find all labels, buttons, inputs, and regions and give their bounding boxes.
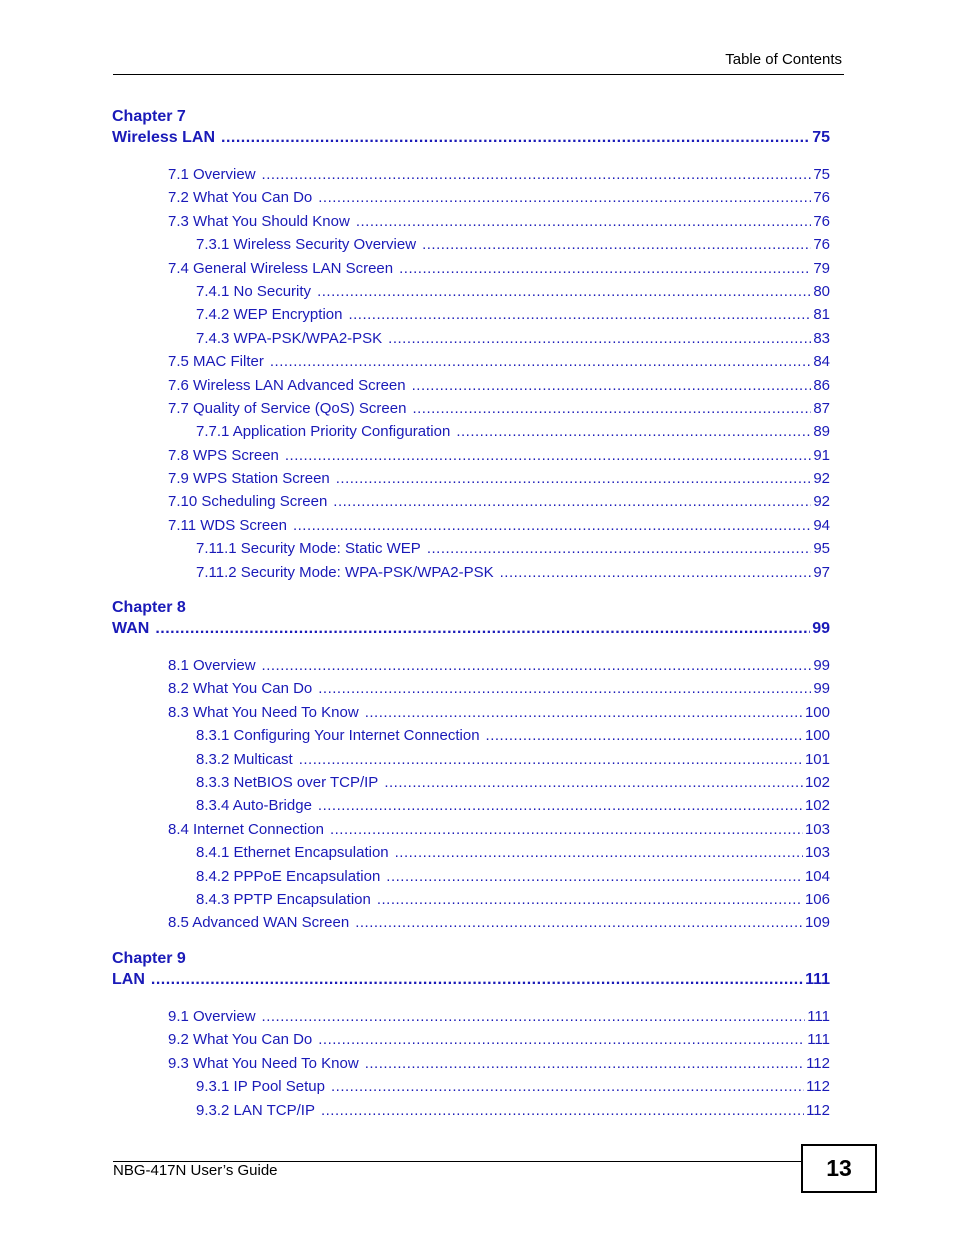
- toc-entry-title[interactable]: 7.3.1 Wireless Security Overview: [196, 236, 417, 254]
- dot-leader: [262, 163, 812, 186]
- toc-entry[interactable]: [0, 420, 830, 443]
- toc-entry-title[interactable]: 7.4.3 WPA-PSK/WPA2-PSK: [196, 329, 383, 347]
- toc-entry[interactable]: [0, 1052, 830, 1075]
- toc-entry-page[interactable]: 95: [813, 540, 830, 558]
- toc-entry-page[interactable]: 109: [804, 914, 830, 932]
- dot-leader: [355, 911, 803, 934]
- dot-leader: [270, 350, 811, 373]
- chapter-page[interactable]: 75: [812, 129, 830, 146]
- chapter-page[interactable]: 111: [805, 971, 830, 988]
- toc-entry-page[interactable]: 92: [813, 470, 830, 488]
- toc-entry-title[interactable]: 7.4.1 No Security: [196, 282, 312, 300]
- toc-entry-title[interactable]: 8.3.2 Multicast: [196, 750, 293, 768]
- toc-entry-title[interactable]: 9.3 What You Need To Know: [168, 1054, 359, 1072]
- toc-entry-title[interactable]: 7.1 Overview: [168, 166, 256, 183]
- dot-leader: [262, 1005, 806, 1028]
- toc-entry[interactable]: [0, 374, 830, 397]
- toc-entry[interactable]: [0, 561, 830, 584]
- chapter-title[interactable]: LAN: [112, 971, 145, 988]
- toc-entry-title[interactable]: 7.11.2 Security Mode: WPA-PSK/WPA2-PSK: [196, 563, 494, 581]
- toc-entry[interactable]: [0, 186, 830, 209]
- dot-leader: [331, 1075, 804, 1098]
- toc-entry-title[interactable]: 7.11 WDS Screen: [168, 516, 287, 534]
- dot-leader: [422, 233, 811, 256]
- toc-entry-title[interactable]: 7.8 WPS Screen: [168, 446, 279, 464]
- dot-leader: [399, 257, 811, 280]
- toc-entry-title[interactable]: 8.3.4 Auto-Bridge: [196, 797, 312, 815]
- toc-entry-page[interactable]: 99: [813, 680, 830, 698]
- toc-entry[interactable]: [0, 467, 830, 490]
- toc-entry-title[interactable]: 9.3.1 IP Pool Setup: [196, 1078, 325, 1096]
- toc-entry-title[interactable]: 8.4.3 PPTP Encapsulation: [196, 890, 371, 908]
- toc-entry-page[interactable]: 80: [813, 282, 830, 300]
- toc-entry-page[interactable]: 100: [804, 727, 830, 745]
- toc-entry-title[interactable]: 9.2 What You Can Do: [168, 1031, 313, 1049]
- toc-entry-page[interactable]: 76: [813, 236, 830, 254]
- toc-entry[interactable]: [0, 397, 830, 420]
- dot-leader: [293, 514, 811, 537]
- dot-leader: [388, 327, 811, 350]
- toc-entry-title[interactable]: 8.3 What You Need To Know: [168, 703, 359, 721]
- toc-entry-page[interactable]: 81: [813, 306, 830, 324]
- toc-entry[interactable]: [0, 210, 830, 233]
- toc-entry-title[interactable]: 7.11.1 Security Mode: Static WEP: [196, 540, 421, 558]
- toc-entry-page[interactable]: 79: [813, 259, 830, 277]
- toc-entry-title[interactable]: 8.3.3 NetBIOS over TCP/IP: [196, 773, 379, 791]
- toc-entry-page[interactable]: 103: [804, 820, 830, 838]
- toc-entry-title[interactable]: 8.2 What You Can Do: [168, 680, 313, 698]
- toc-entry-title[interactable]: 7.2 What You Can Do: [168, 189, 313, 207]
- toc-entry[interactable]: [0, 771, 830, 794]
- toc-entry[interactable]: [0, 794, 830, 817]
- toc-entry[interactable]: [0, 537, 830, 560]
- dot-leader: [221, 127, 810, 149]
- dot-leader: [377, 888, 803, 911]
- toc-entry[interactable]: [0, 724, 830, 747]
- toc-entry-page[interactable]: 75: [813, 166, 830, 183]
- dot-leader: [500, 561, 812, 584]
- dot-leader: [386, 865, 803, 888]
- page-number-box: [801, 1144, 877, 1193]
- toc-entry[interactable]: [0, 233, 830, 256]
- dot-leader: [151, 969, 803, 991]
- page-number: 13: [826, 1155, 852, 1181]
- dot-leader: [318, 794, 803, 817]
- toc-entry[interactable]: [0, 163, 830, 186]
- chapter-7-entries: [0, 163, 830, 584]
- toc-entry-title[interactable]: 8.4.1 Ethernet Encapsulation: [196, 844, 389, 862]
- toc-entry-page[interactable]: 94: [813, 516, 830, 534]
- dot-leader: [317, 280, 811, 303]
- toc-entry[interactable]: [0, 1005, 830, 1028]
- chapter-title-line[interactable]: [112, 127, 830, 149]
- dot-leader: [384, 771, 803, 794]
- toc-entry[interactable]: [0, 911, 830, 934]
- dot-leader: [412, 397, 811, 420]
- toc-entry[interactable]: [0, 841, 830, 864]
- toc-entry[interactable]: [0, 654, 830, 677]
- toc-entry-page[interactable]: 112: [806, 1054, 830, 1072]
- toc-entry-page[interactable]: 100: [804, 703, 830, 721]
- dot-leader: [365, 701, 803, 724]
- chapter-7-heading[interactable]: [112, 107, 830, 149]
- toc-entry[interactable]: [0, 888, 830, 911]
- toc-entry-title[interactable]: 9.1 Overview: [168, 1008, 256, 1025]
- toc-entry-page[interactable]: 92: [813, 493, 830, 511]
- chapter-9-heading[interactable]: [112, 949, 830, 991]
- toc-entry[interactable]: [0, 1099, 830, 1122]
- toc-entry-title[interactable]: 7.5 MAC Filter: [168, 353, 264, 371]
- footer-guide-title: NBG-417N User’s Guide: [113, 1162, 278, 1179]
- dot-leader: [285, 444, 811, 467]
- chapter-title-line[interactable]: [112, 969, 830, 991]
- chapter-8-entries: [0, 654, 830, 935]
- toc-entry-page[interactable]: 76: [813, 212, 830, 230]
- dot-leader: [486, 724, 803, 747]
- toc-entry-page[interactable]: 103: [804, 844, 830, 862]
- toc-entry-page[interactable]: 86: [813, 376, 830, 394]
- toc-entry[interactable]: [0, 303, 830, 326]
- toc-entry[interactable]: [0, 514, 830, 537]
- toc-entry-page[interactable]: 102: [804, 797, 830, 815]
- chapter-page[interactable]: 99: [812, 620, 830, 637]
- toc-entry-title[interactable]: 7.4 General Wireless LAN Screen: [168, 259, 394, 277]
- toc-entry-title[interactable]: 8.4.2 PPPoE Encapsulation: [196, 867, 381, 885]
- toc-entry-title[interactable]: 8.3.1 Configuring Your Internet Connection: [196, 727, 480, 745]
- dot-leader: [456, 420, 811, 443]
- toc-entry[interactable]: [0, 818, 830, 841]
- running-header-title: Table of Contents: [725, 51, 842, 68]
- dot-leader: [318, 186, 811, 209]
- dot-leader: [318, 677, 811, 700]
- toc-entry-title[interactable]: 7.3 What You Should Know: [168, 212, 350, 230]
- dot-leader: [333, 490, 811, 513]
- toc-entry[interactable]: [0, 257, 830, 280]
- dot-leader: [427, 537, 811, 560]
- toc-entry-page[interactable]: 111: [807, 1008, 830, 1025]
- chapter-9-entries: [0, 1005, 830, 1122]
- toc-entry-title[interactable]: 8.4 Internet Connection: [168, 820, 324, 838]
- dot-leader: [262, 654, 812, 677]
- toc-entry[interactable]: [0, 677, 830, 700]
- toc-entry-page[interactable]: 83: [813, 329, 830, 347]
- chapter-title[interactable]: WAN: [112, 620, 150, 637]
- toc-entry-page[interactable]: 99: [813, 657, 830, 674]
- toc-entry[interactable]: [0, 701, 830, 724]
- dot-leader: [299, 748, 803, 771]
- toc-entry[interactable]: [0, 327, 830, 350]
- header-divider: [113, 74, 844, 75]
- toc-entry[interactable]: [0, 865, 830, 888]
- toc-entry-title[interactable]: 7.7 Quality of Service (QoS) Screen: [168, 399, 407, 417]
- chapter-label[interactable]: Chapter 7: [112, 108, 186, 125]
- toc-entry-page[interactable]: 89: [813, 423, 830, 441]
- toc-entry-page[interactable]: 84: [813, 353, 830, 371]
- dot-leader: [365, 1052, 804, 1075]
- toc-entry[interactable]: [0, 350, 830, 373]
- chapter-label[interactable]: Chapter 9: [112, 950, 186, 967]
- toc-entry[interactable]: [0, 748, 830, 771]
- toc-entry[interactable]: [0, 280, 830, 303]
- chapter-8-heading[interactable]: [112, 598, 830, 640]
- toc-entry-page[interactable]: 111: [807, 1031, 830, 1049]
- toc-entry[interactable]: [0, 444, 830, 467]
- toc-entry-page[interactable]: 112: [806, 1078, 830, 1096]
- dot-leader: [412, 374, 812, 397]
- dot-leader: [356, 210, 812, 233]
- toc-entry[interactable]: [0, 1028, 830, 1051]
- toc-entry-page[interactable]: 101: [804, 750, 830, 768]
- toc-entry-page[interactable]: 76: [813, 189, 830, 207]
- dot-leader: [336, 467, 812, 490]
- toc-entry-page[interactable]: 102: [804, 773, 830, 791]
- toc-entry-page[interactable]: 106: [804, 890, 830, 908]
- toc-entry[interactable]: [0, 1075, 830, 1098]
- chapter-label[interactable]: Chapter 8: [112, 599, 186, 616]
- toc-entry-title[interactable]: 8.5 Advanced WAN Screen: [168, 914, 350, 932]
- dot-leader: [330, 818, 803, 841]
- dot-leader: [395, 841, 803, 864]
- toc-entry-page[interactable]: 97: [813, 563, 830, 581]
- chapter-title[interactable]: Wireless LAN: [112, 129, 215, 146]
- toc-entry-title[interactable]: 9.3.2 LAN TCP/IP: [196, 1101, 315, 1119]
- toc-entry-page[interactable]: 91: [813, 446, 830, 464]
- toc-entry-title[interactable]: 7.6 Wireless LAN Advanced Screen: [168, 376, 406, 394]
- dot-leader: [155, 618, 810, 640]
- dot-leader: [348, 303, 811, 326]
- dot-leader: [318, 1028, 805, 1051]
- toc-entry-title[interactable]: 7.9 WPS Station Screen: [168, 470, 330, 488]
- toc-entry[interactable]: [0, 490, 830, 513]
- toc-entry-title[interactable]: 7.4.2 WEP Encryption: [196, 306, 343, 324]
- toc-entry-page[interactable]: 104: [804, 867, 830, 885]
- toc-entry-title[interactable]: 7.7.1 Application Priority Configuration: [196, 423, 451, 441]
- toc-entry-page[interactable]: 112: [806, 1101, 830, 1119]
- toc-entry-title[interactable]: 8.1 Overview: [168, 657, 256, 674]
- toc-entry-page[interactable]: 87: [813, 399, 830, 417]
- toc-entry-title[interactable]: 7.10 Scheduling Screen: [168, 493, 328, 511]
- dot-leader: [321, 1099, 804, 1122]
- chapter-title-line[interactable]: [112, 618, 830, 640]
